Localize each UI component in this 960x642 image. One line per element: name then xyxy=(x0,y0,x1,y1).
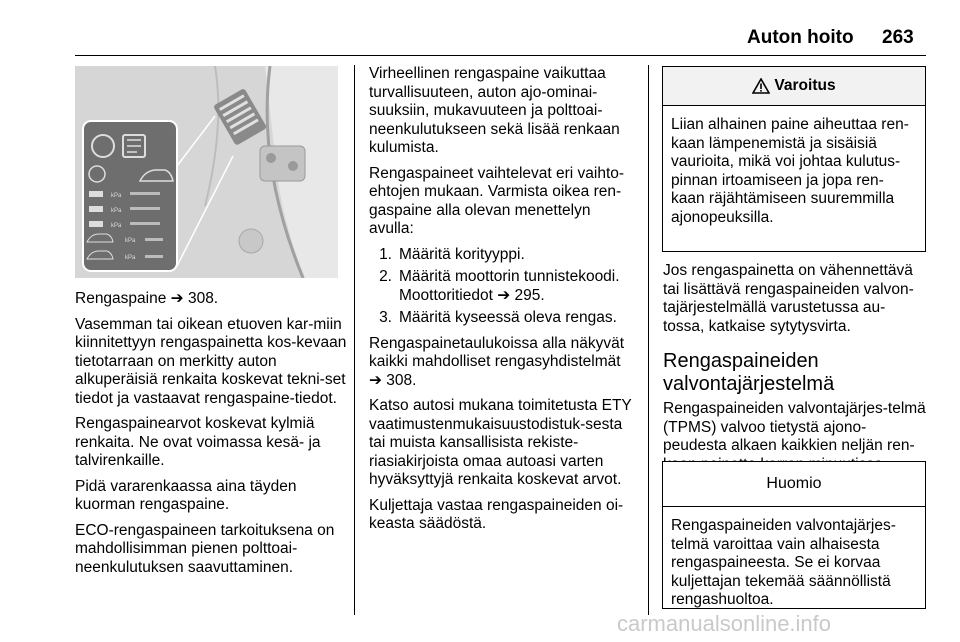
list-item-text: Määritä moottorin tunnistekoodi. Moottoritiedot ➔ 295. xyxy=(399,268,620,304)
paragraph: Jos rengaspainetta on vähennettävä tai lisättävä rengaspaineiden valvon-tajärjestelmällä varustetussa au-tossa, katkaise sytytysvirta. xyxy=(663,262,914,335)
paragraph: Rengaspainearvot koskevat kylmiä renkaita. Ne ovat voimassa kesä- ja talvirenkaille. xyxy=(75,415,321,469)
kpa-label: kPa xyxy=(125,238,136,244)
tire-pressure-label-figure xyxy=(75,66,338,278)
paragraph: Rengaspainetaulukoissa alla näkyvät kaikki mahdolliset rengasyhdistelmät ➔ 308. xyxy=(369,334,625,389)
page-number: 263 xyxy=(882,27,914,48)
warning-body: Liian alhainen paine aiheuttaa ren-kaan lämpenemistä ja sisäisiä vaurioita, mikä voi johtaa kulutus-pinnan irtoamiseen ja jopa ren-kaan räjähtämiseen suuremmilla ajonopeuksilla. xyxy=(671,116,909,226)
list-item-text: Määritä kyseessä oleva rengas. xyxy=(399,309,617,326)
column-2 xyxy=(369,65,637,541)
kpa-label: kPa xyxy=(125,255,136,261)
list-item xyxy=(369,268,637,305)
list-item-number: 1. xyxy=(379,245,392,263)
section-title: Auton hoito xyxy=(747,27,854,48)
column-1 xyxy=(75,290,347,584)
paragraph: Virheellinen rengaspaine vaikuttaa turvallisuuteen, auton ajo-ominai-suuksiin, mukavuuteen ja polttoai-neenkulutukseen sekä lisää renkaan kulumista. xyxy=(369,65,620,156)
list-item-number: 3. xyxy=(379,309,392,326)
column-divider-2 xyxy=(648,65,649,615)
paragraph: Pidä vararenkaassa aina täyden kuorman rengaspaine. xyxy=(75,477,297,513)
note-box xyxy=(662,461,926,609)
warning-header xyxy=(663,67,925,106)
warning-box xyxy=(662,66,926,252)
list-item xyxy=(369,246,637,265)
paragraph: Rengaspaineiden valvontajärjes-telmä (TPMS) valvoo tietystä ajono-peudesta alkaen kaikkien neljän ren- xyxy=(663,400,926,454)
list-item-number: 2. xyxy=(379,268,392,285)
kpa-label: kPa xyxy=(111,193,122,199)
paragraph: Katso autosi mukana toimitetusta ETY vaatimustenmukaisuustodistuk-sesta tai muista kansallisista rekiste-riasiakirjoista omaa autoasi varten hyväksyttyjä renkaita koskevat arvot. xyxy=(369,397,632,488)
watermark: carmanualsonline.info xyxy=(617,611,832,636)
header-rule xyxy=(75,55,926,56)
column-divider-1 xyxy=(354,65,355,615)
paragraph: ECO-rengaspaineen tarkoituksena on mahdollisimman pienen polttoai-neenkulutuksen saavuttaminen. xyxy=(75,521,335,576)
paragraph: Vasemman tai oikean etuoven kar-miin kiinnitettyyn rengaspainetta kos-kevaan tietotarraan on merkitty auton alkuperäisiä renkaita koskevat tekni-set tiedot ja vastaavat rengaspaine-tiedot. xyxy=(75,315,347,407)
warning-title: Varoitus xyxy=(774,77,836,94)
column-3 xyxy=(663,262,926,481)
list-item-text: Määritä korityyppi. xyxy=(399,245,525,263)
paragraph: Rengaspaine ➔ 308. xyxy=(75,290,219,307)
kpa-label: kPa xyxy=(111,223,122,229)
procedure-list xyxy=(369,246,637,328)
list-item xyxy=(369,309,637,328)
section-heading: Rengaspaineiden valvontajärjestelmä xyxy=(663,350,835,395)
door-pillar-illustration xyxy=(75,66,338,278)
note-body: Rengaspaineiden valvontajärjes-telmä varoittaa vain alhaisesta rengaspaineesta. Se ei korvaa kuljettajan tekemää säännöllistä rengashuoltoa. xyxy=(671,517,896,608)
paragraph: Rengaspaineet vaihtelevat eri vaihto-ehtojen mukaan. Varmista oikea ren-gaspaine alla olevan menettelyn avulla: xyxy=(369,164,625,237)
note-header: Huomio xyxy=(663,462,925,507)
paragraph: Kuljettaja vastaa rengaspaineiden oi-keasta säädöstä. xyxy=(369,496,624,532)
kpa-label: kPa xyxy=(111,208,122,214)
warning-triangle-icon xyxy=(752,78,770,94)
